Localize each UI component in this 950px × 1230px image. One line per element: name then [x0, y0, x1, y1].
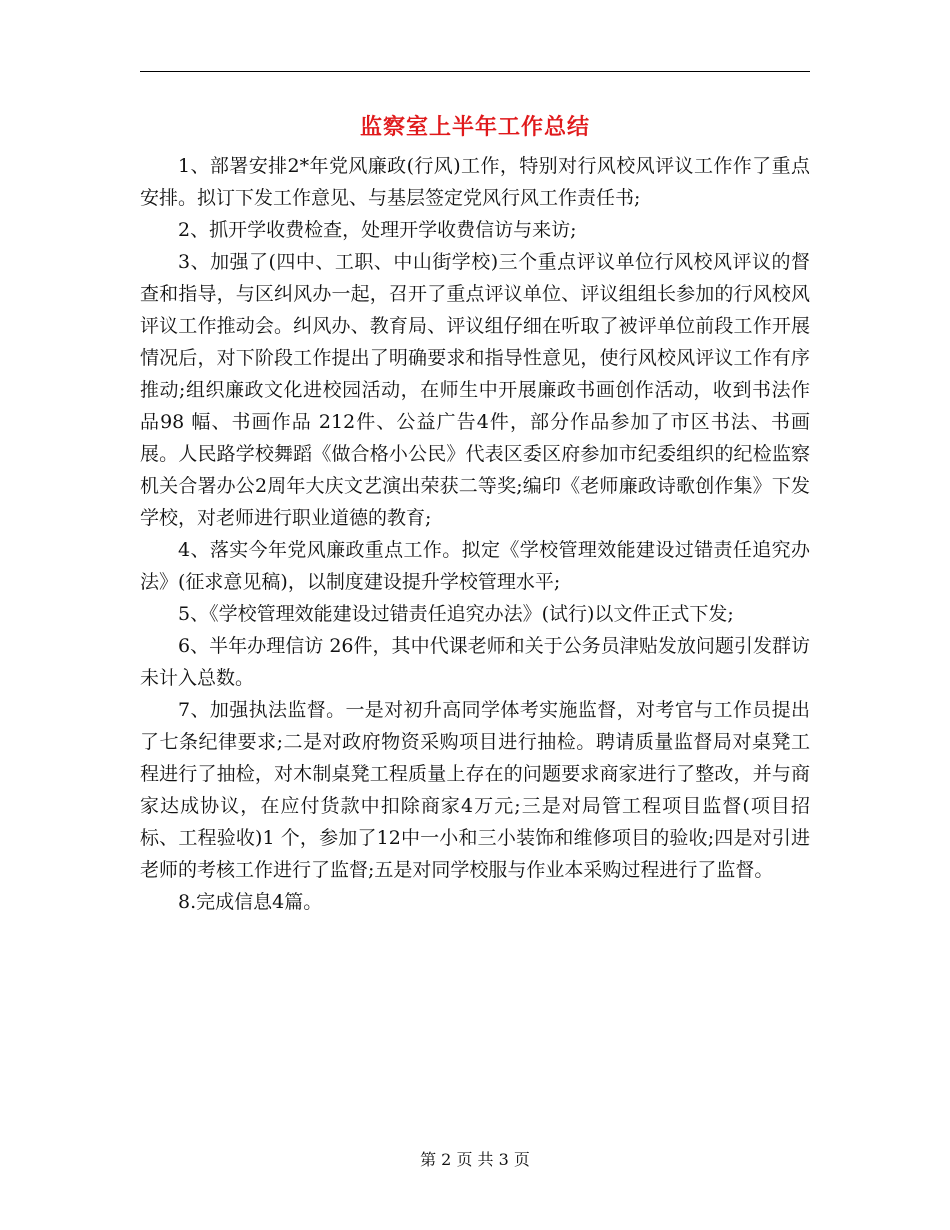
paragraph-2: 2、抓开学收费检查，处理开学收费信访与来访;	[178, 219, 577, 241]
document-title: 监察室上半年工作总结	[359, 114, 590, 140]
paragraph-7: 7、加强执法监督。一是对初升高同学体考实施监督，对考官与工作员提出了七条纪律要求;二是对政府物资采购项目进行抽检。聘请质量监督局对桌凳工程进行了抽检，对木制桌凳工程质量上存在的问题要求商家进行了整改，并与商家达成协议，在应付货款中扣除商家4万元;三是对局管工程项目监督(项目招标、工程验收)1 个，参加了12中一小和三小装饰和维修项目的验收;四是对引进老师的考核工作进行了监督;五是对同学校服与作业本采购过程进行了监督。	[140, 699, 810, 881]
paragraph-6: 6、半年办理信访 26件，其中代课老师和关于公务员津贴发放问题引发群访未计入总数。	[140, 635, 810, 689]
paragraph-3: 3、加强了(四中、工职、中山街学校)三个重点评议单位行风校风评议的督查和指导，与区纠风办一起，召开了重点评议单位、评议组组长参加的行风校风评议工作推动会。纠风办、教育局、评议组仔细在听取了被评单位前段工作开展情况后，对下阶段工作提出了明确要求和指导性意见，使行风校风评议工作有序推动;组织廉政文化进校园活动，在师生中开展廉政书画创作活动，收到书法作品98 幅、书画作品 212件、公益广告4件，部分作品参加了市区书法、书画展。人民路学校舞蹈《做合格小公民》代表区委区府参加市纪委组织的纪检监察机关合署办公2周年大庆文艺演出荣获二等奖;编印《老师廉政诗歌创作集》下发学校，对老师进行职业道德的教育;	[140, 251, 810, 529]
paragraph-4: 4、落实今年党风廉政重点工作。拟定《学校管理效能建设过错责任追究办法》(征求意见稿)，以制度建设提升学校管理水平;	[140, 539, 810, 593]
document-body	[140, 150, 810, 918]
paragraph-8: 8.完成信息4篇。	[178, 891, 323, 913]
paragraph-5: 5、《学校管理效能建设过错责任追究办法》(试行)以文件正式下发;	[178, 603, 734, 625]
page-footer: 第 2 页 共 3 页	[420, 1150, 530, 1169]
paragraph-1: 1、部署安排2*年党风廉政(行风)工作，特别对行风校风评议工作作了重点安排。拟订下发工作意见、与基层签定党风行风工作责任书;	[140, 155, 810, 209]
header-rule	[140, 71, 810, 72]
